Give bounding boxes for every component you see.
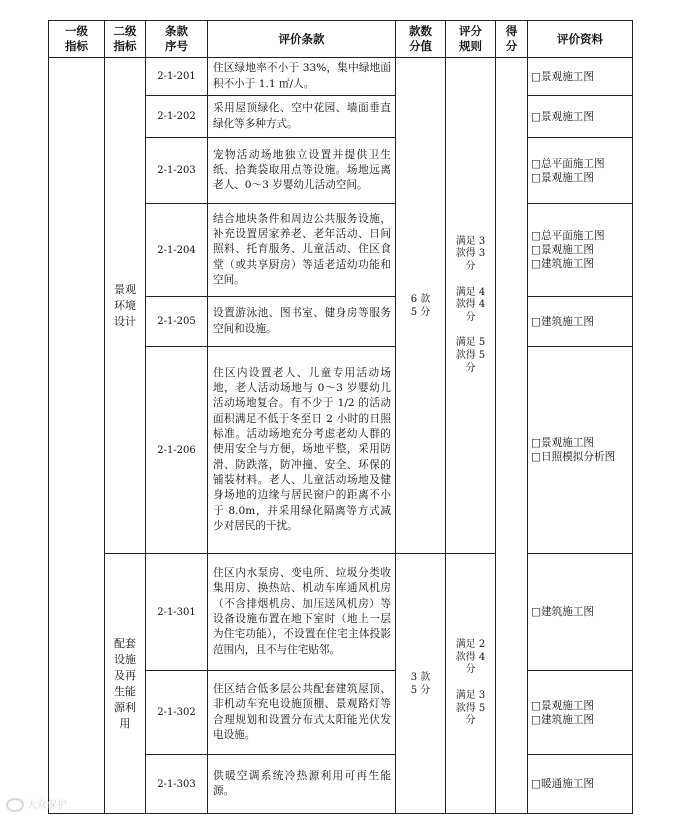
clause-text: 住区内水泵房、变电所、垃圾分类收集用房、换热站、机动车库通风机房（不含排烟机房、加压送风机房）等设备设施布置在地下室时（地上一层为住宅功能），不设置在住宅主体投影范围内，且不与住宅贴邻。: [208, 554, 396, 671]
clause-number: 2-1-202: [146, 96, 208, 138]
table-row: [49, 58, 633, 96]
material-item: □总平面施工图: [531, 230, 605, 242]
level2-cell: 景观 环境 设计: [105, 58, 146, 554]
clause-text: 采用屋顶绿化、空中花园、墙面垂直绿化等多种方式。: [208, 96, 396, 138]
material-item: □建筑施工图: [531, 258, 594, 270]
material-item: □暖通施工图: [531, 778, 594, 790]
material-item: □景观施工图: [531, 171, 594, 184]
clause-text: 住区内设置老人、儿童专用活动场地，老人活动场地与 0～3 岁婴幼儿活动场地复合。有不少于 1/2 的活动面积满足不低于冬至日 2 小时的日照标准。活动场地充分考虑老幼人群的使用安全与方便，场地平整，采用防滑、防跌落，防冲撞、安全、环保的铺装材料。老人、儿童活动场地及健身场地的边缘与居民窗户的距离不小于 8.0m，并采用绿化隔离等方式减少对居民的干扰。: [208, 347, 396, 554]
material-item: □景观施工图: [531, 110, 594, 123]
material-item: □建筑施工图: [531, 315, 594, 328]
materials-cell: [528, 96, 633, 138]
table-row: [49, 554, 633, 671]
material-item: □景观施工图: [531, 70, 594, 83]
materials-cell: [528, 671, 633, 755]
watermark-logo-icon: [6, 798, 24, 812]
material-item: □日照模拟分析图: [531, 451, 616, 463]
clause-text: 设置游泳池、图书室、健身房等服务空间和设施。: [208, 297, 396, 347]
rule-text: 满足 4 款得 4 分: [455, 286, 486, 323]
clause-number: 2-1-206: [146, 347, 208, 554]
rule-text: 满足 3 款得 3 分: [455, 235, 486, 273]
evaluation-table: [48, 20, 633, 814]
clause-number: 2-1-204: [146, 204, 208, 297]
header-clause-no: 条款 序号: [146, 21, 208, 58]
clause-text: 结合地块条件和周边公共服务设施，补充设置居家养老、老年活动、日间照料、托育服务、儿童活动、住区食堂（或共享厨房）等适老适幼功能和空间。: [208, 204, 396, 297]
watermark-text: 大众保护: [27, 800, 67, 811]
rule-cell: [446, 554, 496, 814]
header-row: [49, 21, 633, 58]
materials-cell: [528, 138, 633, 204]
header-score: 得 分: [496, 21, 528, 58]
rule-text: 满足 3 款得 5 分: [455, 690, 486, 727]
clause-number: 2-1-301: [146, 554, 208, 671]
count-score-cell: 3 款 5 分: [396, 554, 446, 814]
header-level2: 二级 指标: [105, 21, 146, 58]
header-materials: 评价资料: [528, 21, 633, 58]
material-item: □景观施工图: [531, 437, 594, 449]
rule-text: 满足 2 款得 4 分: [455, 639, 486, 676]
materials-cell: [528, 554, 633, 671]
clause-number: 2-1-205: [146, 297, 208, 347]
clause-number: 2-1-203: [146, 138, 208, 204]
header-rule: 评分 规则: [446, 21, 496, 58]
clause-text: 住区绿地率不小于 33%，集中绿地面积不小于 1.1 ㎡/人。: [208, 58, 396, 96]
watermark: [6, 796, 67, 812]
clause-number: 2-1-302: [146, 671, 208, 755]
material-item: □建筑施工图: [531, 713, 594, 726]
clause-text: 住区结合低多层公共配套建筑屋顶、非机动车充电设施顶棚、景观路灯等合理规划和设置分布式太阳能光伏发电设施。: [208, 671, 396, 755]
materials-cell: [528, 347, 633, 554]
header-count-score: 款数 分值: [396, 21, 446, 58]
rule-cell: [446, 58, 496, 554]
header-clause: 评价条款: [208, 21, 396, 58]
materials-cell: [528, 204, 633, 297]
count-score-cell: 6 款 5 分: [396, 58, 446, 554]
header-level1: 一级 指标: [49, 21, 105, 58]
material-item: □建筑施工图: [531, 606, 594, 618]
materials-cell: [528, 58, 633, 96]
clause-number: 2-1-201: [146, 58, 208, 96]
material-item: □景观施工图: [531, 244, 594, 256]
rule-text: 满足 5 款得 5 分: [455, 337, 486, 374]
score-cell: [496, 58, 528, 814]
clause-text: 宠物活动场地独立设置并提供卫生纸、拾粪袋取用点等设施。场地远离老人、0～3 岁婴幼儿活动空间。: [208, 138, 396, 204]
materials-cell: [528, 755, 633, 814]
material-item: □景观施工图: [531, 699, 594, 712]
level1-cell: [49, 58, 105, 814]
material-item: □总平面施工图: [531, 157, 605, 170]
clause-text: 供暖空调系统冷热源利用可再生能源。: [208, 755, 396, 814]
clause-number: 2-1-303: [146, 755, 208, 814]
materials-cell: [528, 297, 633, 347]
level2-cell: 配套 设施 及再 生能 源利 用: [105, 554, 146, 814]
